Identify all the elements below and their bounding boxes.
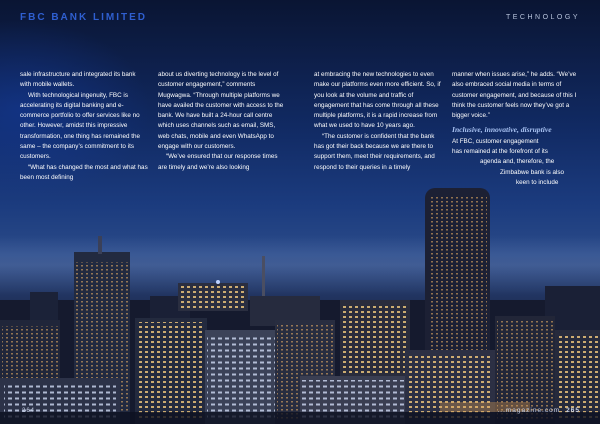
footer-right	[497, 407, 580, 414]
article-subheading: Inclusive, innovative, disruptive	[452, 125, 552, 135]
paragraph: at embracing the new technologies to even make our platforms even more efficient. So, if you look at the volume and traffic of engagement that has come through all these multiple platforms, it is a rapid increase from what we used to have 10 years ago.	[314, 71, 441, 130]
paragraph: “What has changed the most and what has been most defining	[20, 163, 148, 181]
article-column-4	[452, 70, 580, 188]
website-url: ...magazine.com	[497, 407, 561, 414]
paragraph: about us diverting technology is the level of customer engagement,” comments Mugwagwa. “Through multiple platforms we have availed the customer with access to the bank. We have built a 24-hour call centre which uses channels such as email, SMS, web chats, mobile and even WhatsApp to engage with our customers.	[158, 71, 284, 151]
publication-section-title: FBC BANK LIMITED	[20, 12, 147, 23]
page-number-right: 265	[566, 407, 580, 414]
article-column-2	[158, 70, 286, 173]
paragraph-line: agenda and, therefore, the	[480, 158, 555, 166]
paragraph: “The customer is confident that the bank has got their back because we are there to support them, meet their requirements, and respond to their queries in a timely	[314, 132, 435, 171]
paragraph-line: has remained at the forefront of its	[452, 148, 548, 156]
paragraph: manner when issues arise,” he adds. “We’ve also embraced social media in terms of customer engagement, and because of this I think the customer feels now they’ve got a bigger voice.”	[452, 71, 577, 120]
section-label: TECHNOLOGY	[505, 14, 580, 21]
article-column-3	[314, 70, 442, 173]
paragraph: sale infrastructure and integrated its bank with mobile wallets.	[20, 71, 136, 89]
paragraph-line: At FBC, customer engagement	[452, 137, 539, 145]
paragraph-line: Zimbabwe bank is also	[500, 168, 565, 176]
article-column-1	[20, 70, 148, 183]
page-number-left: 264	[22, 408, 36, 414]
paragraph-line: keen to include	[516, 178, 559, 186]
paragraph: “We’ve ensured that our response times are timely and we’re also looking	[158, 153, 278, 171]
paragraph: With technological ingenuity, FBC is accelerating its digital banking and e-commerce portfolio to offer services like no other. However, amidst this impressive transformation, one thing has remained the same – the company’s commitment to its customers.	[20, 91, 141, 161]
